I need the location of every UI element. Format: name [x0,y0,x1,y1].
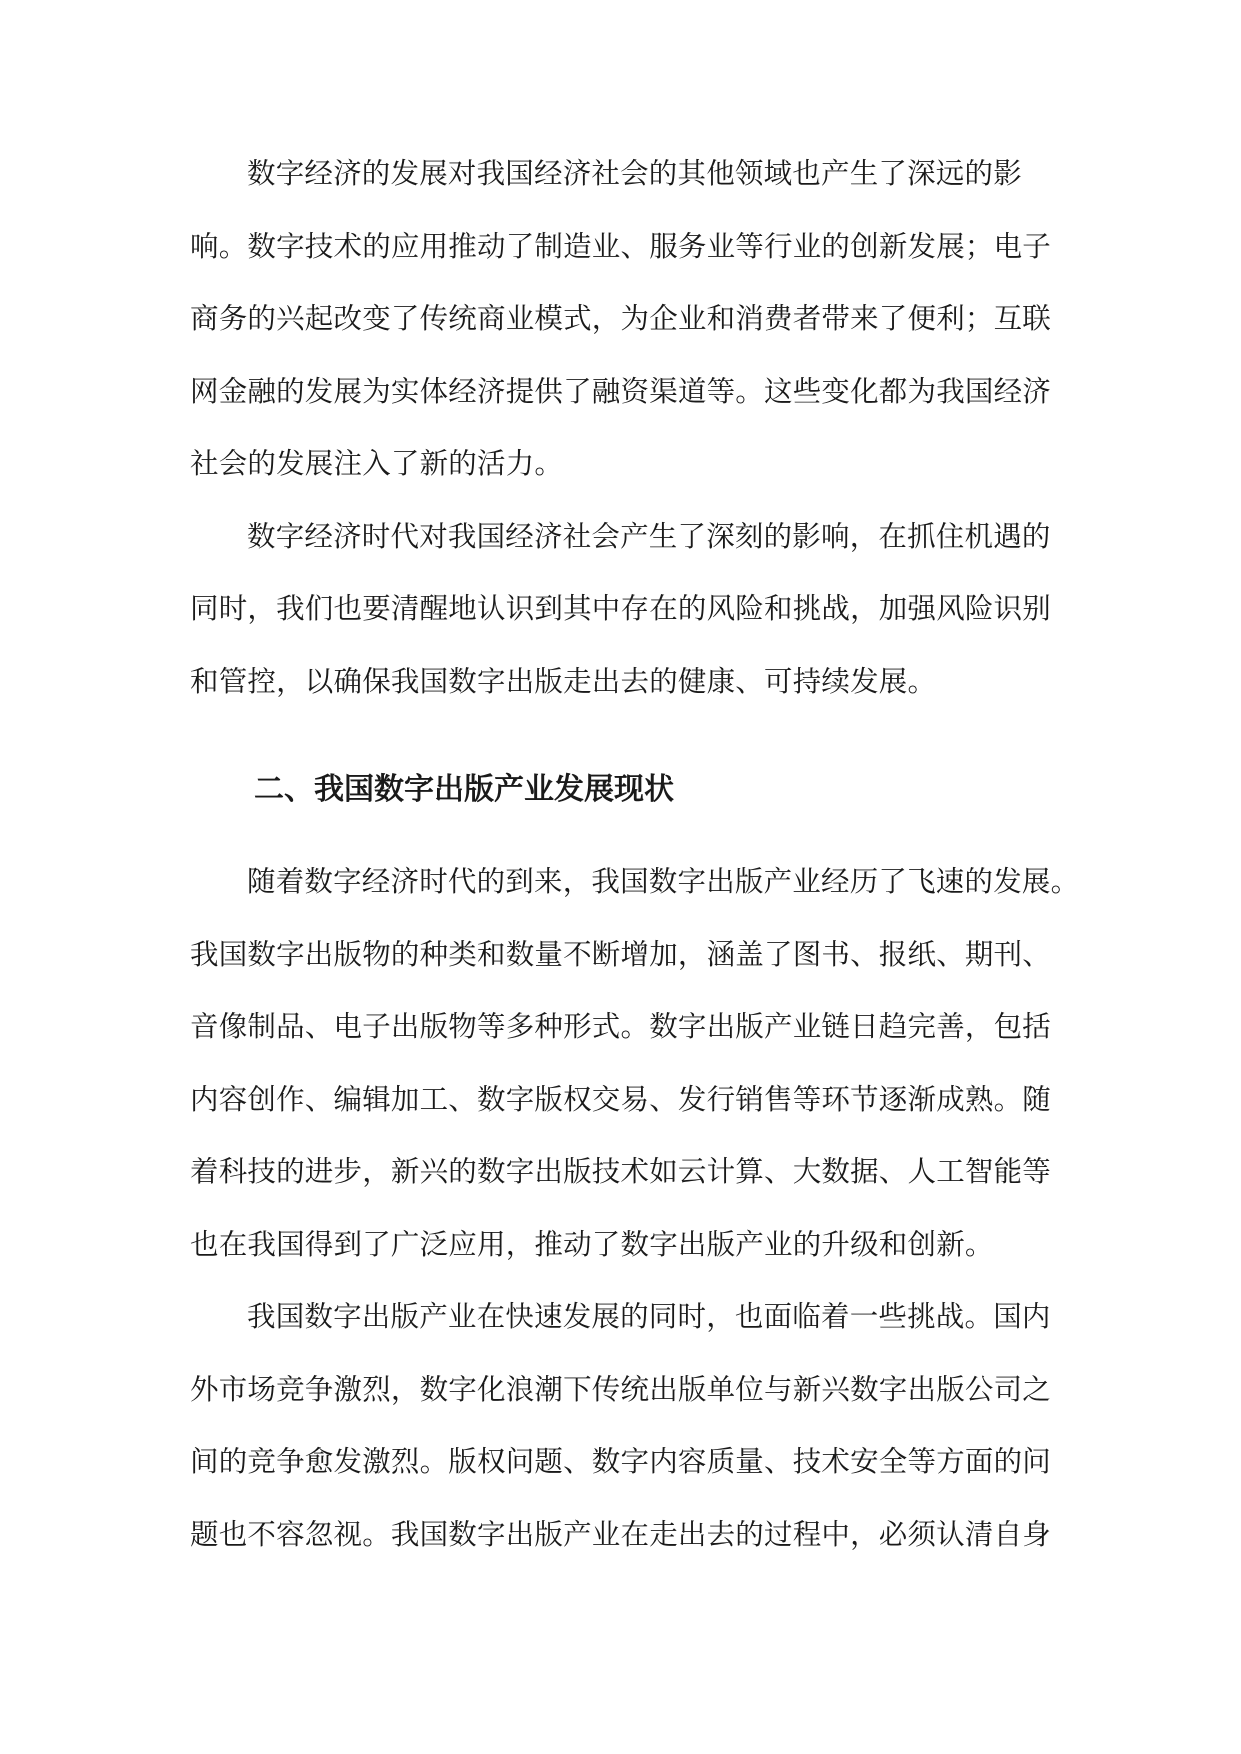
section-heading: 二、我国数字出版产业发展现状 [254,772,674,807]
text-line: 音像制品、电子出版物等多种形式。数字出版产业链日趋完善，包括 [190,1010,1052,1043]
text-line: 数字经济的发展对我国经济社会的其他领域也产生了深远的影 [247,157,1022,190]
text-line: 也在我国得到了广泛应用，推动了数字出版产业的升级和创新。 [190,1227,994,1261]
paragraph-industry-status [190,846,1080,1281]
text-line: 网金融的发展为实体经济提供了融资渠道等。这些变化都为我国经济 [190,374,1052,408]
text-line: 社会的发展注入了新的活力。 [190,447,564,480]
text-line: 同时，我们也要清醒地认识到其中存在的风险和挑战，加强风险识别 [190,592,1052,625]
text-line: 内容创作、编辑加工、数字版权交易、发行销售等环节逐渐成熟。随 [190,1082,1052,1116]
text-line: 外市场竞争激烈，数字化浪潮下传统出版单位与新兴数字出版公司之 [190,1372,1052,1406]
paragraph-risk-awareness [190,501,1060,719]
text-line: 我国数字出版物的种类和数量不断增加，涵盖了图书、报纸、期刊、 [190,937,1052,971]
paragraph-digital-economy-impact [190,138,1060,501]
paragraph-industry-challenges [190,1281,1060,1571]
text-line: 数字经济时代对我国经济社会产生了深刻的影响，在抓住机遇的 [247,519,1051,553]
text-line: 间的竞争愈发激烈。版权问题、数字内容质量、技术安全等方面的问 [190,1445,1052,1478]
text-line: 和管控，以确保我国数字出版走出去的健康、可持续发展。 [190,664,937,698]
text-line: 题也不容忽视。我国数字出版产业在走出去的过程中，必须认清自身 [190,1517,1052,1551]
text-line: 随着数字经济时代的到来，我国数字出版产业经历了飞速的发展。 [247,865,1080,898]
text-line: 响。数字技术的应用推动了制造业、服务业等行业的创新发展；电子 [190,229,1052,263]
text-line: 商务的兴起改变了传统商业模式，为企业和消费者带来了便利；互联 [190,302,1052,335]
document-body [190,138,1080,1571]
text-line: 着科技的进步，新兴的数字出版技术如云计算、大数据、人工智能等 [190,1155,1052,1188]
text-line: 我国数字出版产业在快速发展的同时，也面临着一些挑战。国内 [247,1300,1051,1333]
